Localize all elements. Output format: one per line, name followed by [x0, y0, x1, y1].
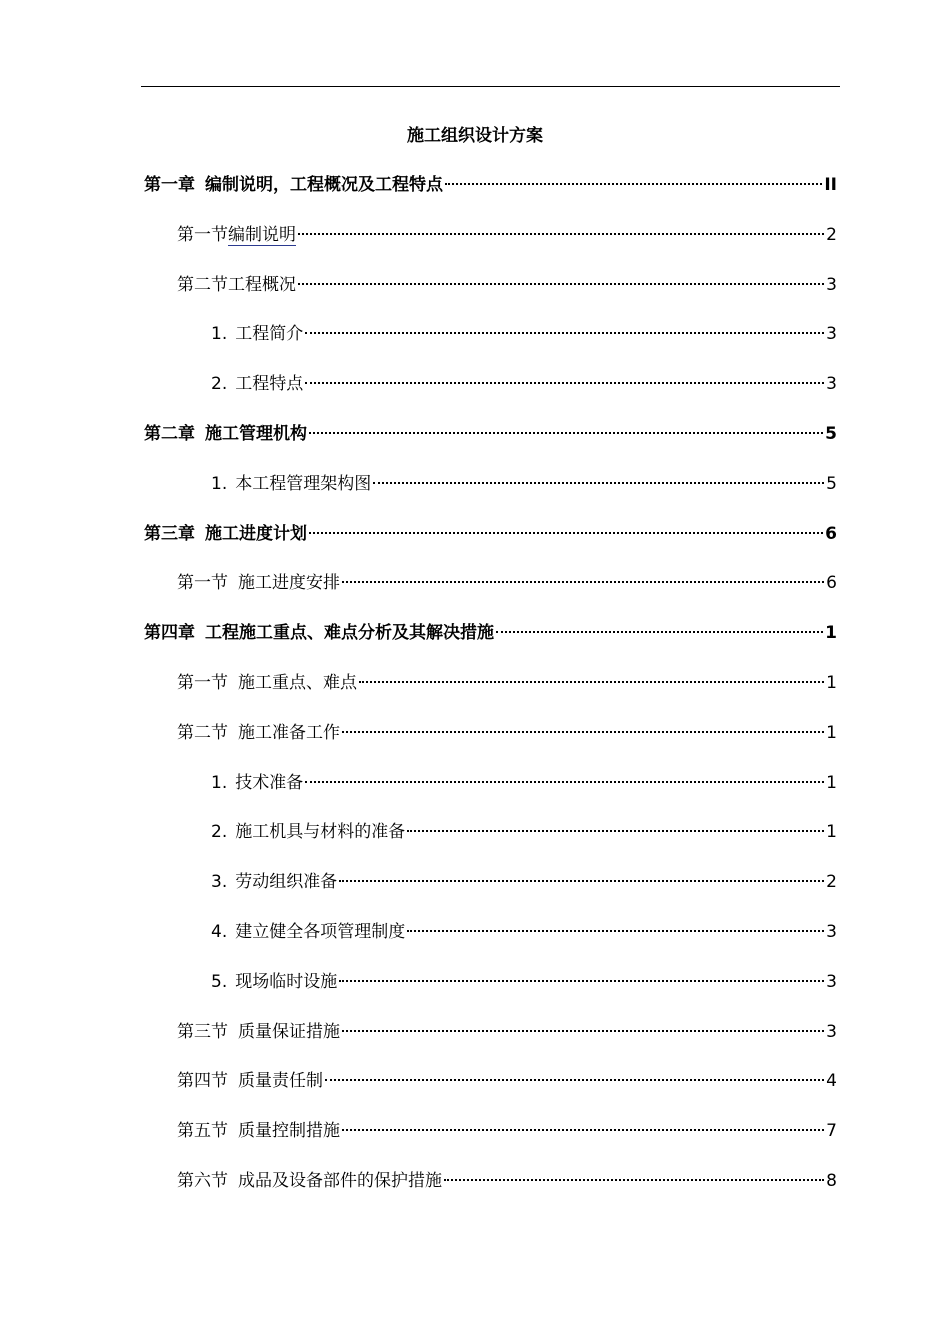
toc-entry-page-number: 2 [826, 225, 837, 245]
toc-entry-text: 建立健全各项管理制度 [235, 922, 406, 942]
toc-entry-prefix: 3. [211, 872, 228, 892]
toc-entry-level-2[interactable] [177, 1068, 837, 1094]
toc-entry-prefix: 4. [211, 922, 228, 942]
toc-entry-page-number: 3 [826, 972, 837, 992]
toc-entry-text: 施工进度计划 [205, 524, 307, 544]
toc-entry-label [144, 172, 443, 198]
toc-entry-text: 质量责任制 [238, 1071, 323, 1091]
toc-entry-page-number: 1 [826, 673, 837, 693]
toc-entry-level-3[interactable] [211, 371, 837, 397]
toc-entry-page-number: II [824, 175, 837, 195]
toc-entry-text: 施工重点、难点 [238, 673, 357, 693]
toc-dot-leader [445, 183, 822, 185]
toc-entry-prefix: 第三章 [144, 524, 195, 544]
toc-entry-text: 编制说明，工程概况及工程特点 [205, 175, 443, 195]
toc-entry-prefix: 2. [211, 822, 228, 842]
toc-entry-prefix: 第一节 [177, 225, 228, 245]
toc-entry-prefix: 2. [211, 374, 228, 394]
toc-entry-label [177, 1118, 340, 1144]
toc-entry-label [211, 819, 405, 845]
toc-entry-text: 施工机具与材料的准备 [235, 822, 406, 842]
toc-entry-prefix: 第四章 [144, 623, 195, 643]
toc-entry-page-number: 7 [826, 1121, 837, 1141]
toc-entry-level-3[interactable] [211, 919, 837, 945]
toc-entry-label [177, 1168, 442, 1194]
toc-entry-level-3[interactable] [211, 471, 837, 497]
toc-dot-leader [309, 532, 823, 534]
toc-dot-leader [359, 681, 824, 683]
toc-entry-prefix: 5. [211, 972, 228, 992]
toc-entry-page-number: 3 [826, 374, 837, 394]
toc-entry-label [211, 471, 371, 497]
toc-entry-prefix: 第二节 [177, 275, 228, 295]
toc-entry-text: 质量保证措施 [238, 1022, 340, 1042]
toc-entry-page-number: 6 [825, 524, 837, 544]
toc-entry-level-3[interactable] [211, 819, 837, 845]
toc-entry-level-2[interactable] [177, 570, 837, 596]
toc-entry-text: 工程简介 [235, 324, 304, 344]
toc-entry-text: 劳动组织准备 [235, 872, 338, 892]
toc-entry-label [144, 620, 494, 646]
toc-entry-level-2[interactable] [177, 670, 837, 696]
toc-entry-label [177, 1068, 323, 1094]
toc-entry-text: 工程施工重点、难点分析及其解决措施 [205, 623, 494, 643]
toc-dot-leader [373, 482, 824, 484]
toc-entry-level-3[interactable] [211, 869, 837, 895]
toc-entry-page-number: 5 [825, 424, 837, 444]
toc-entry-label [211, 869, 337, 895]
toc-entry-page-number: 1 [826, 822, 837, 842]
toc-entry-label [177, 570, 340, 596]
toc-entry-level-2[interactable] [177, 1168, 837, 1194]
toc-entry-page-number: 3 [826, 1022, 837, 1042]
toc-entry-level-3[interactable] [211, 969, 837, 995]
toc-entry-text: 施工管理机构 [205, 424, 307, 444]
toc-entry-level-1[interactable] [144, 620, 837, 646]
toc-entry-text: 成品及设备部件的保护措施 [238, 1171, 442, 1191]
toc-entry-text: 本工程管理架构图 [235, 474, 372, 494]
toc-entry-prefix: 第四节 [177, 1071, 228, 1091]
toc-entry-label [211, 321, 303, 347]
toc-entry-label [211, 919, 405, 945]
toc-dot-leader [325, 1079, 824, 1081]
toc-entry-page-number: 3 [826, 324, 837, 344]
toc-entry-label [211, 371, 303, 397]
toc-entry-prefix: 第六节 [177, 1171, 228, 1191]
toc-entry-level-1[interactable] [144, 172, 837, 198]
toc-entry-prefix: 第三节 [177, 1022, 228, 1042]
toc-entry-label [177, 222, 296, 248]
toc-dot-leader [339, 880, 824, 882]
toc-entry-level-3[interactable] [211, 770, 837, 796]
toc-dot-leader [407, 930, 824, 932]
toc-entry-prefix: 第一节 [177, 673, 228, 693]
toc-entry-level-2[interactable] [177, 222, 837, 248]
toc-entry-level-2[interactable] [177, 720, 837, 746]
document-title: 施工组织设计方案 [407, 126, 543, 146]
toc-entry-page-number: 3 [826, 922, 837, 942]
toc-entry-page-number: 1 [826, 773, 837, 793]
toc-dot-leader [342, 1129, 824, 1131]
toc-entry-label [177, 720, 340, 746]
toc-entry-page-number: 5 [826, 474, 837, 494]
toc-dot-leader [305, 382, 824, 384]
toc-entry-page-number: 1 [826, 723, 837, 743]
toc-entry-level-3[interactable] [211, 321, 837, 347]
toc-entry-level-2[interactable] [177, 1019, 837, 1045]
toc-entry-prefix: 第五节 [177, 1121, 228, 1141]
toc-entry-page-number: 2 [826, 872, 837, 892]
toc-dot-leader [342, 581, 824, 583]
toc-dot-leader [309, 432, 823, 434]
toc-entry-label [177, 670, 357, 696]
toc-entry-label [177, 272, 296, 298]
toc-dot-leader [298, 283, 824, 285]
toc-dot-leader [342, 731, 824, 733]
toc-dot-leader [342, 1030, 824, 1032]
toc-entry-prefix: 第二章 [144, 424, 195, 444]
toc-entry-page-number: 1 [825, 623, 837, 643]
toc-dot-leader [407, 830, 824, 832]
toc-entry-page-number: 8 [826, 1171, 837, 1191]
toc-dot-leader [339, 980, 824, 982]
toc-dot-leader [444, 1179, 824, 1181]
toc-entry-prefix: 1. [211, 773, 228, 793]
toc-dot-leader [305, 332, 824, 334]
toc-entry-level-2[interactable] [177, 272, 837, 298]
toc-entry-label [144, 421, 307, 447]
toc-entry-level-1[interactable] [144, 421, 837, 447]
toc-entry-text: 施工准备工作 [238, 723, 340, 743]
toc-entry-label [211, 770, 303, 796]
toc-entry-page-number: 4 [826, 1071, 837, 1091]
toc-entry-prefix: 第一节 [177, 573, 228, 593]
toc-entry-page-number: 3 [826, 275, 837, 295]
toc-entry-level-1[interactable] [144, 521, 837, 547]
toc-entry-label [144, 521, 307, 547]
toc-entry-text: 现场临时设施 [235, 972, 338, 992]
toc-entry-prefix: 1. [211, 324, 228, 344]
toc-entry-text: 工程特点 [235, 374, 304, 394]
toc-entry-prefix: 第二节 [177, 723, 228, 743]
toc-entry-prefix: 1. [211, 474, 228, 494]
toc-entry-text: 质量控制措施 [238, 1121, 340, 1141]
toc-dot-leader [298, 233, 824, 235]
toc-entry-text: 工程概况 [228, 275, 296, 295]
toc-entry-text: 施工进度安排 [238, 573, 340, 593]
toc-dot-leader [496, 631, 823, 633]
toc-entry-label [211, 969, 337, 995]
toc-entry-text: 编制说明 [228, 225, 296, 245]
toc-dot-leader [305, 781, 824, 783]
toc-entry-label [177, 1019, 340, 1045]
toc-entry-prefix: 第一章 [144, 175, 195, 195]
toc-entry-text: 技术准备 [235, 773, 304, 793]
toc-entry-page-number: 6 [826, 573, 837, 593]
toc-entry-level-2[interactable] [177, 1118, 837, 1144]
